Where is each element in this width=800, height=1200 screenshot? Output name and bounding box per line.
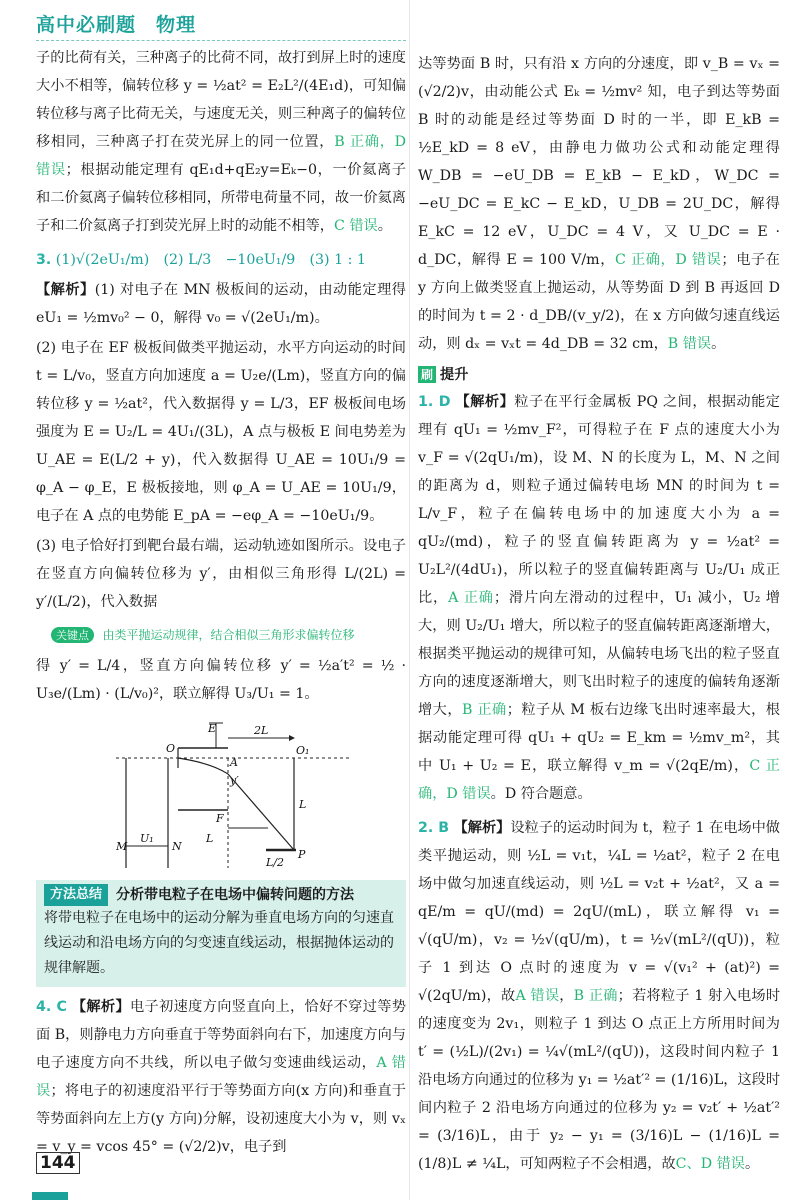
answer-verdict: C 正确，D 错误 [615,252,722,268]
analysis-label: 【解析】 [455,394,515,410]
key-point-note [48,626,406,644]
answer-verdict: C 正确 [418,758,780,802]
method-summary-text: 将带电粒子在电场中的运动分解为垂直电场方向的匀速直线运动和沿电场方向的匀变速直线运动，根据抛体运动的规律解题。 [44,910,394,976]
column-divider [409,0,410,1200]
section-header-improve [418,364,468,384]
diagram-label: A [230,756,238,769]
header-divider [36,40,406,41]
diagram-label: F [216,812,224,825]
diagram-label: L [206,832,214,845]
diagram-label: L/2 [266,856,285,868]
question-4-continued: 达等势面 B 时，只有沿 x 方向的分速度，即 v_B = vₓ = (√2/2)v，由动能公式 Eₖ = ½mv² 知，电子到达等势面 B 时的动能是经过等势面 D 时的一半，即 E_kB = ½E_kD = 8 eV，由静电力做功公式和动能定理得 W_DB = −eU_DB = E_kB − E_kD，W_DC = −eU_DC = E_kC − E_kD，U_DB = 2U_DC，解得 E_kC = 12 eV，U_DC = 4 V，又 U_DC = E · d_DC，解得 E = 100 V/m，C 正确，D 错误；电子在 y 方向上做类竖直上抛运动，从等势面 D 到 B 再返回 D 的时间为 t = 2 · d_DB/(v_y/2)，在 x 方向做匀速直线运动，则 dₓ = vₓt = 4d_DB = 32 cm，B 错误。 [418,56,780,352]
question-number: 4. C [36,999,67,1015]
electron-trajectory-diagram [116,718,366,868]
page-footer-bar [32,1192,68,1200]
answer-verdict: A 错误 [36,1055,406,1099]
answer-summary: (1)√(2eU₁/m) (2) L/3 −10eU₁/9 (3) 1 : 1 [55,252,366,268]
question-3-part-2: (2) 电子在 EF 极板间做类平抛运动，水平方向运动的时间 t = L/v₀，竖直方向加速度 a = U₂e/(Lm)，竖直方向的偏转位移 y = ½at²，代入数据得 y = L/3，EF 极板间电场强度为 E = U₂/L = 4U₁/(3L)，A 点与极板 E 间电势差为 U_AE = E(L/2 + y)，代入数据得 U_AE = 10U₁/9 = φ_A − φ_E，E 极板接地，则 φ_A = U_AE = 10U₁/9，电子在 A 点的电势能 E_pA = −eφ_A = −10eU₁/9。 [36,340,406,524]
diagram-label: O₁ [296,744,310,757]
answer-verdict: C 错误 [333,218,378,234]
method-summary-tag: 方法总结 [44,884,108,906]
diagram-label: N [172,840,182,853]
answer-verdict: C、D 错误 [675,1156,745,1172]
brush-icon: 刷 [418,366,436,383]
diagram-label: y′ [230,774,239,787]
answer-verdict: B 正确，D 错误 [36,134,406,178]
answer-verdict: ，D 错误 [432,786,491,802]
question-number: 3. [36,252,52,268]
right-column [418,50,780,1180]
diagram-label: L [299,798,307,811]
question-3-answer [36,246,406,274]
answer-verdict: B 正确 [461,702,507,718]
analysis-label: 【解析】 [71,999,131,1015]
improve-question-1: 1. D 【解析】粒子在平行金属板 PQ 之间，根据动能定理有 qU₁ = ½mv_F²，可得粒子在 F 点的速度大小为 v_F = √(2qU₁/m)，设 M、N 的长度为 L，M、N 之间的距离为 d，则粒子通过偏转电场 MN 的时间为 t = L/v_F，粒子在偏转电场中的加速度大小为 a = qU₂/(md)，粒子的竖直偏转距离为 y = ½at² = U₂L²/(4dU₁)，所以粒子的竖直偏转距离与 U₂/U₁ 成正比，A 正确；滑片向左滑动的过程中，U₁ 减小，U₂ 增大，则 U₂/U₁ 增大，所以粒子的竖直偏转距离逐渐增大，根据类平抛运动的规律可知，从偏转电场飞出的粒子竖直方向的速度逐渐增大，则飞出时粒子的速度的偏转角逐渐增大，B 正确；粒子从 M 板右边缘飞出时速率最大，根据动能定理可得 qU₁ + qU₂ = E_km = ½mv_m²，其中 U₁ + U₂ = E，联立解得 v_m = √(2qE/m)，C 正确，D 错误。D 符合题意。 [418,394,780,802]
question-3-part-3: (3) 电子恰好打到靶台最右端，运动轨迹如图所示。设电子在竖直方向偏转位移为 y′，由相似三角形得 L/(2L) = y′/(L/2)，代入数据 [36,538,406,610]
diagram-label: P [298,848,306,861]
page-header-title: 高中必刷题 物理 [36,14,197,36]
question-3-part-1: 【解析】(1) 对电子在 MN 极板间的运动，由动能定理得 eU₁ = ½mv₀² − 0，解得 v₀ = √(2eU₁/m)。 [36,282,406,326]
answer-verdict: A 错误 [515,988,560,1004]
answer-verdict: A 正确 [448,590,494,606]
analysis-label: 【解析】 [36,282,95,298]
question-4-analysis: 4. C 【解析】电子初速度方向竖直向上，恰好不穿过等势面 B，则静电力方向垂直于等势面斜向右下，加速度方向与电子速度方向不共线，所以电子做匀变速曲线运动，A 错误；将电子的初速度沿平行于等势面方向(x 方向)和垂直于等势面斜向左上方(y 方向)分解，设初速度大小为 v，则 vₓ = v_y = vcos 45° = (√2/2)v，电子到 [36,999,406,1155]
paragraph-ion-deflection: 子的比荷有关，三种离子的比荷不同，故打到屏上时的速度大小不相等，偏转位移 y = ½at² = E₂L²/(4E₁d)，可知偏转位移与离子比荷无关，与速度无关，则三种离子的偏转位移相同，三种离子打在荧光屏上的同一位置，B 正确，D 错误；根据动能定理有 qE₁d+qE₂y=Eₖ−0，一价氦离子和二价氦离子偏转位移相同，所带电荷量不同，故一价氦离子和二价氦离子打到荧光屏上时的动能不相等，C 错误。 [36,50,406,234]
diagram-label: M [116,840,128,853]
diagram-label: E [208,722,217,735]
answer-verdict: B 错误 [667,336,712,352]
diagram-label: 2L [254,724,269,737]
left-column [36,44,406,1163]
key-point-label: 关键点 [51,627,94,643]
diagram-label: O [166,742,176,755]
diagram-label: U₁ [140,832,154,845]
section-title: 提升 [440,367,469,383]
method-summary-title: 分析带电粒子在电场中偏转问题的方法 [116,887,355,903]
improve-question-2: 2. B 【解析】设粒子的运动时间为 t，粒子 1 在电场中做类平抛运动，则 ½L = v₁t，¼L = ½at²，粒子 2 在电场中做匀加速直线运动，则 ½L = v₂t + ½at²，又 a = qE/m = qU/(md) = 2qU/(mL)，联立解得 v₁ = √(qU/m)，v₂ = ½√(qU/m)，t = ½√(mL²/(qU))，粒子 1 到达 O 点时的速度为 v = √(v₁² + (at)²) = √(2qU/m)，故A 错误，B 正确；若将粒子 1 射入电场时的速度变为 2v₁，则粒子 1 到达 O 点正上方所用时间为 t′ = (½L)/(2v₁) = ¼√(mL²/(qU))，这段时间内粒子 1 沿电场方向通过的位移为 y₁ = ½at′² = (1/16)L，这段时间内粒子 2 沿电场方向通过的位移为 y₂ = v₂t′ + ½at′² = (3/16)L，由于 y₂ − y₁ = (3/16)L − (1/16)L = (1/8)L ≠ ¼L，可知两粒子不会相遇，故C、D 错误。 [418,820,781,1172]
question-number: 2. B [418,820,450,836]
question-number: 1. D [418,394,451,410]
question-3-part-4: 得 y′ = L/4，竖直方向偏转位移 y′ = ½a′t² = ½ · U₃e/(Lm) · (L/v₀)²，联立解得 U₃/U₁ = 1。 [36,658,406,702]
answer-verdict: B 正确 [573,988,618,1004]
method-summary-box [36,880,406,987]
key-point-text: 由类平抛运动规律，结合相似三角形求偏转位移 [102,628,355,642]
analysis-label: 【解析】 [453,820,511,836]
page-number: 144 [36,1152,80,1174]
